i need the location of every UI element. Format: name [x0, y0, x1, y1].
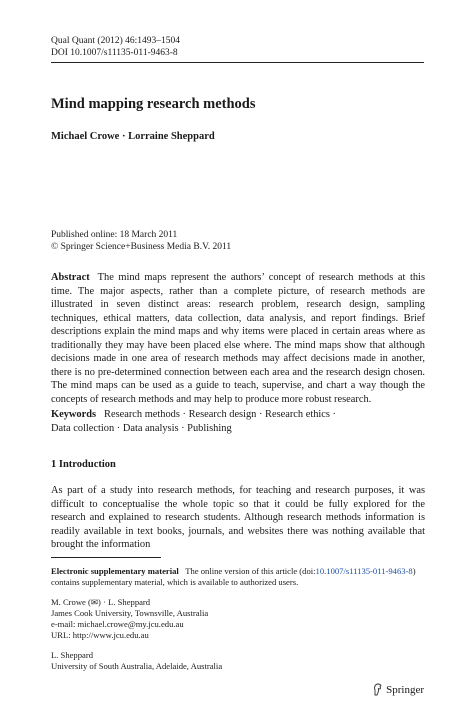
header-rule [51, 62, 424, 63]
journal-citation [51, 35, 180, 59]
article-title: Mind mapping research methods [51, 96, 256, 112]
affiliation-1 [51, 597, 208, 641]
journal-line: Qual Quant (2012) 46:1493–1504 [51, 36, 181, 46]
publisher-logo [372, 683, 424, 696]
keywords [51, 408, 425, 435]
copyright-notice: © Springer Science+Business Media B.V. 2011 [51, 242, 232, 252]
article-authors: Michael Crowe · Lorraine Sheppard [51, 131, 215, 142]
affil1-email[interactable]: e-mail: michael.crowe@my.jcu.edu.au [51, 619, 184, 629]
springer-horse-icon [372, 683, 383, 696]
affil1-url[interactable]: URL: http://www.jcu.edu.au [51, 630, 149, 640]
doi-line: DOI 10.1007/s11135-011-9463-8 [51, 48, 178, 58]
affiliation-2 [51, 650, 222, 672]
footnote-text-before: The online version of this article (doi: [185, 566, 316, 576]
published-date: Published online: 18 March 2011 [51, 230, 178, 240]
footnote-rule [51, 557, 161, 558]
publisher-name: Springer [386, 683, 424, 696]
keywords-line1: Research methods · Research design · Research ethics · [104, 409, 336, 420]
section-heading: 1 Introduction [51, 459, 116, 470]
abstract-label: Abstract [51, 272, 90, 283]
doi-link[interactable]: 10.1007/s11135-011-9463-8 [315, 566, 413, 576]
footnote-text-after: ) [412, 566, 416, 576]
abstract-text: The mind maps represent the authors’ concept of research methods at this time. The major aspects, rather than a complete picture, of research methods are illustrated in seven distinct areas: research problem, research design, sampling techniques, ethical matters, data collection, data analysis, and report findings. Brief descriptions explain the mind maps and why items were placed in certain areas where as traditionally they may have been placed else where. The mind maps show that although decisions made in one area of research methods may affect decisions made in another, there is no pre-determined connection between each area and the research design chosen. The mind maps can be used as a guide to teach, supervise, and chart a way though the concepts of research methods and may help to produce more robust research. [51, 272, 425, 405]
introduction-text: As part of a study into research methods, for teaching and research purposes, it was difficult to conceptualise the whole topic so that it could be fully explored for the research and explained to research students. Although research methods information is readily available in text books, journals, and websites there was nothing available that brought the information [51, 485, 425, 550]
affil1-institution: James Cook University, Townsville, Australia [51, 608, 209, 618]
esm-label: Electronic supplementary material [51, 566, 179, 576]
abstract [51, 271, 425, 406]
publication-info [51, 229, 231, 253]
affil1-authors: M. Crowe (✉) · L. Sheppard [51, 597, 151, 607]
footnote [51, 566, 425, 588]
affil2-institution: University of South Australia, Adelaide, Australia [51, 661, 223, 671]
footnote-line2: contains supplementary material, which is available to authorized users. [51, 577, 299, 587]
keywords-label: Keywords [51, 409, 97, 420]
keywords-line2: Data collection · Data analysis · Publishing [51, 422, 232, 434]
affil2-author: L. Sheppard [51, 650, 94, 660]
